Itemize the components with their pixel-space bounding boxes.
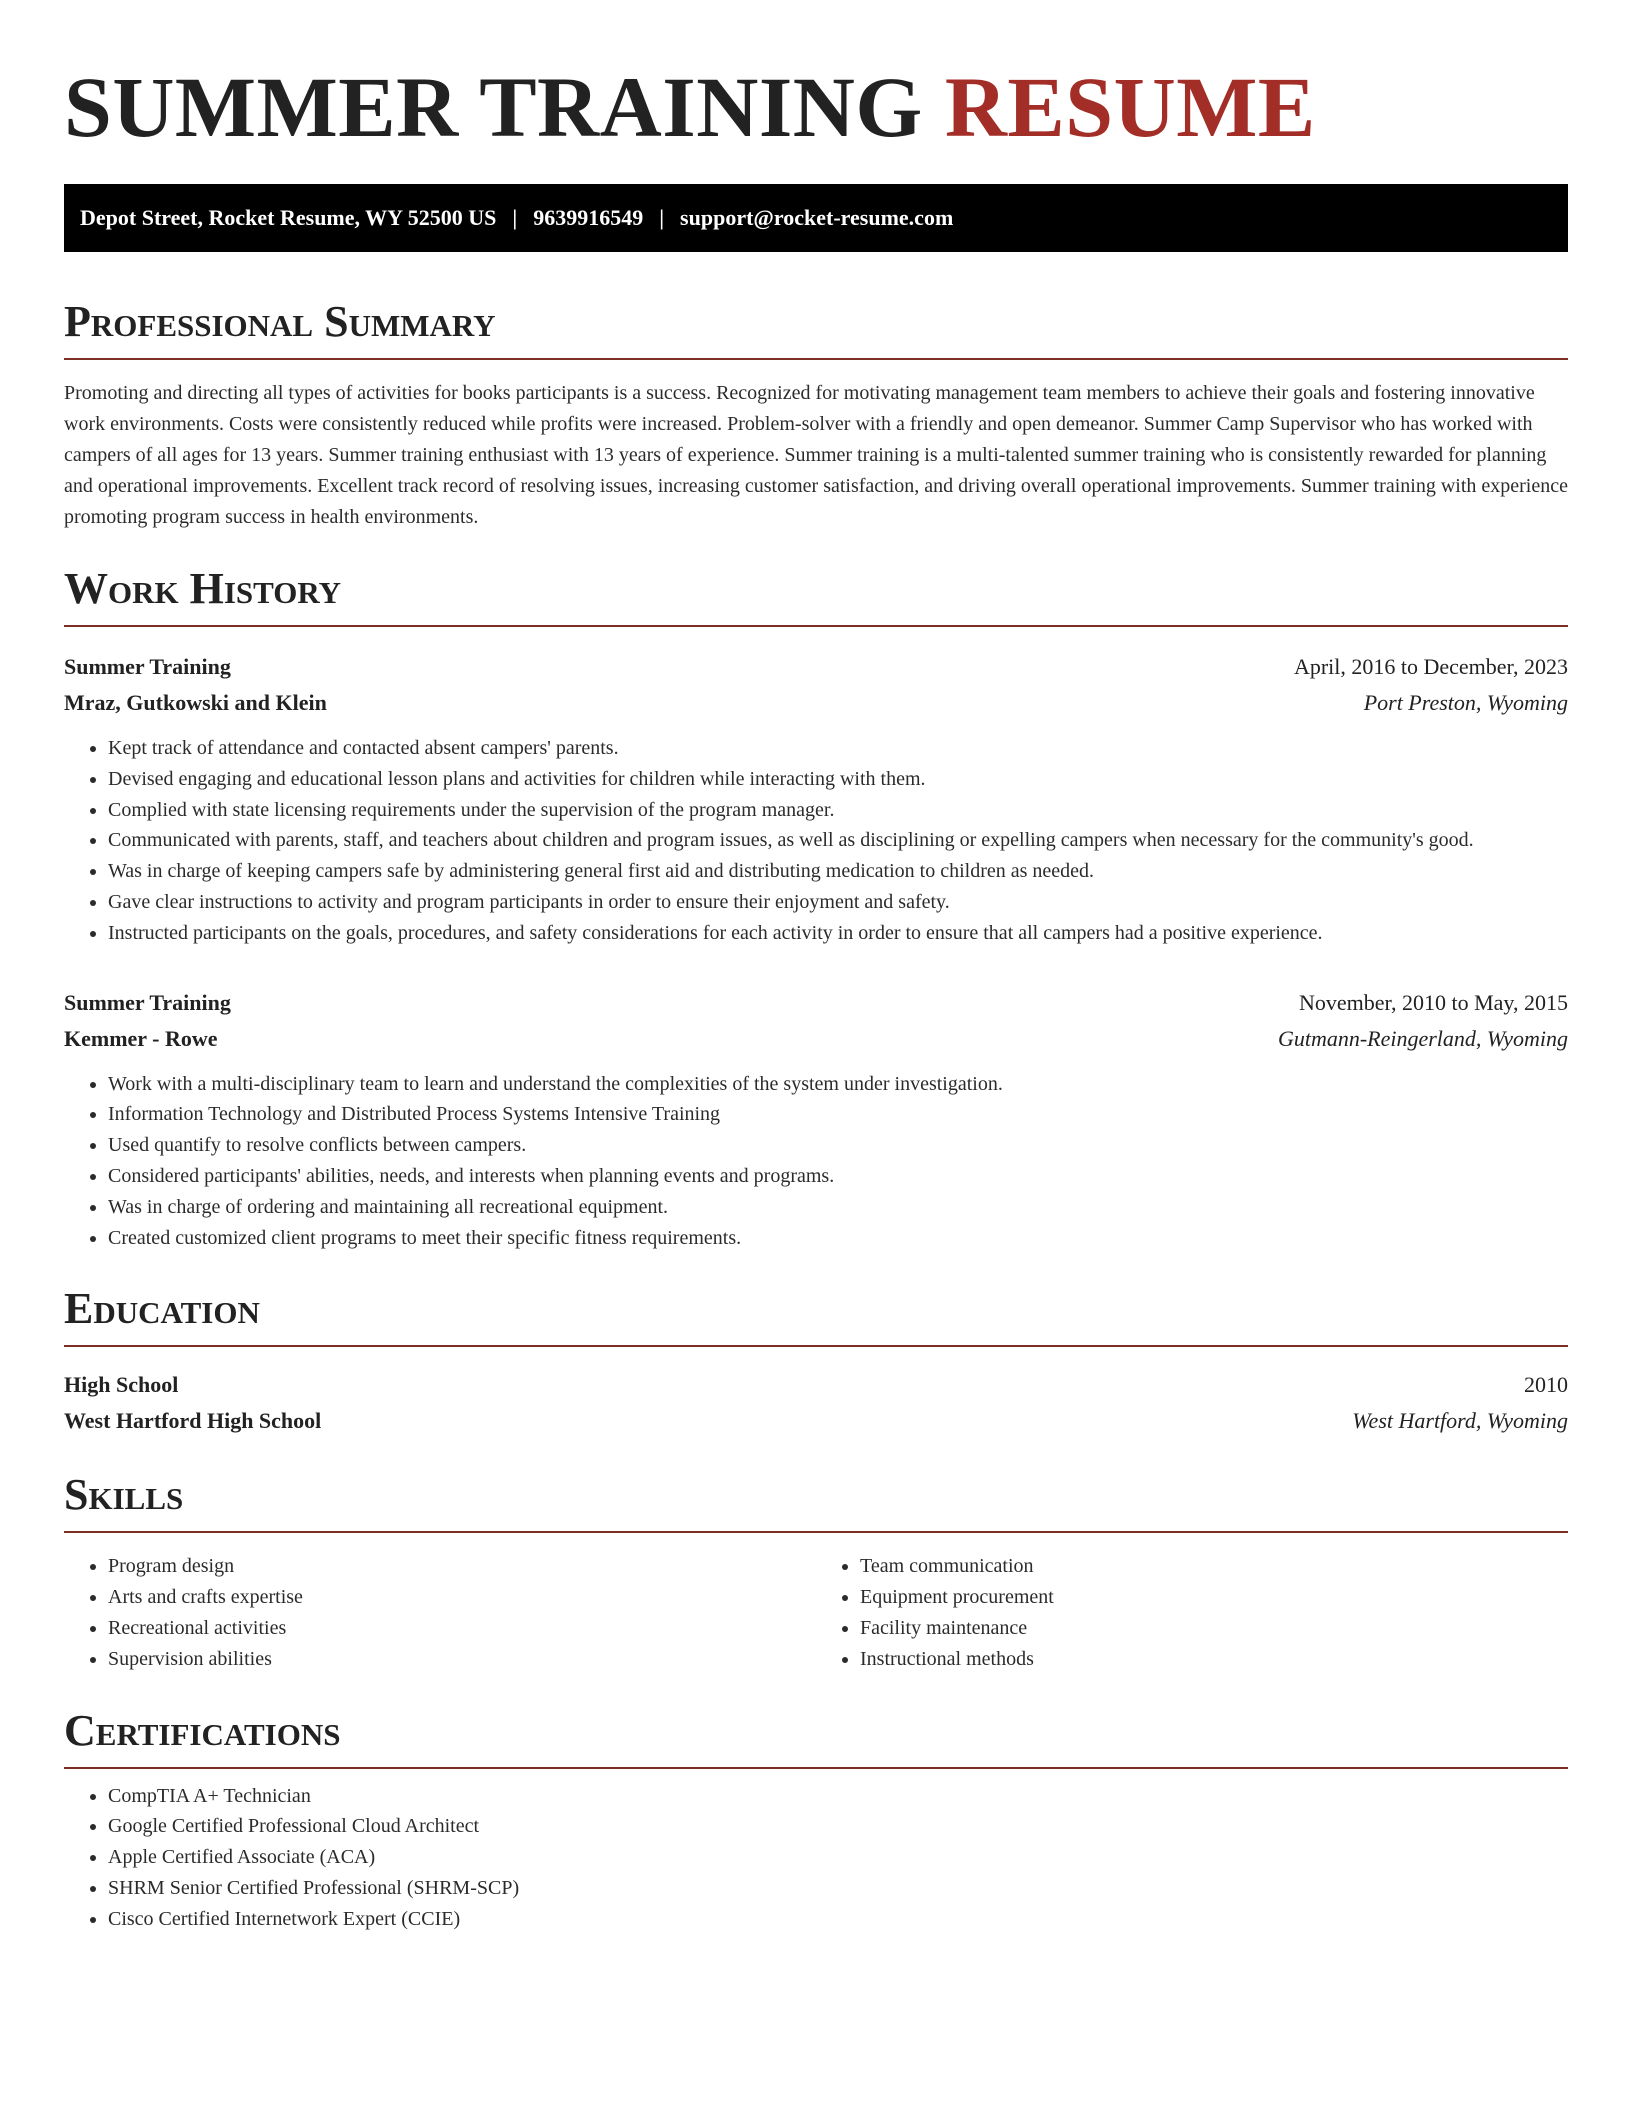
skills-right-column — [816, 1551, 1568, 1674]
list-item: • Was in charge of keeping campers safe by administering general first aid and distributing medication to children as needed. — [108, 856, 1568, 887]
education-degree: High School — [64, 1372, 179, 1398]
list-item: • Devised engaging and educational lesson plans and activities for children while interacting with them. — [108, 764, 1568, 795]
job-entry — [64, 985, 1568, 1254]
list-item: • Arts and crafts expertise — [108, 1582, 816, 1613]
list-item: • Google Certified Professional Cloud Architect — [108, 1811, 1568, 1842]
job-location: Gutmann-Reingerland, Wyoming — [1277, 1025, 1568, 1051]
section-certifications — [64, 1705, 1568, 1935]
contact-bar — [64, 184, 1568, 252]
section-title: Skills — [64, 1473, 1568, 1533]
job-dates: April, 2016 to December, 2023 — [1293, 654, 1568, 679]
job-bullets — [64, 1069, 1568, 1254]
list-item: • Supervision abilities — [108, 1644, 816, 1675]
contact-separator: | — [659, 205, 665, 230]
contact-separator: | — [512, 205, 518, 230]
section-title: Education — [64, 1287, 1568, 1347]
contact-phone: 9639916549 — [533, 205, 644, 230]
list-item: • Cisco Certified Internetwork Expert (CCIE) — [108, 1904, 1568, 1935]
name-first: SUMMER TRAINING — [64, 59, 923, 155]
list-item: • Communicated with parents, staff, and teachers about children and program issues, as well as disciplining or expelling campers when necessary for the community's good. — [108, 825, 1568, 856]
list-item: • SHRM Senior Certified Professional (SHRM-SCP) — [108, 1873, 1568, 1904]
list-item: • Created customized client programs to meet their specific fitness requirements. — [108, 1223, 1568, 1254]
job-role: Summer Training — [64, 989, 231, 1015]
resume-name — [64, 59, 1568, 155]
section-title: Work History — [64, 567, 1568, 627]
list-item: • Facility maintenance — [860, 1613, 1568, 1644]
list-item: • Recreational activities — [108, 1613, 816, 1644]
list-item: • Considered participants' abilities, needs, and interests when planning events and programs. — [108, 1161, 1568, 1192]
section-professional-summary — [64, 297, 1568, 533]
section-title: Professional Summary — [64, 300, 1568, 360]
certifications-list — [64, 1781, 1568, 1935]
education-location: West Hartford, Wyoming — [1352, 1408, 1568, 1434]
section-title: Certifications — [64, 1709, 1568, 1769]
list-item: • Team communication — [860, 1551, 1568, 1582]
education-school: West Hartford High School — [64, 1408, 322, 1434]
list-item: • Gave clear instructions to activity and program participants in order to ensure their enjoyment and safety. — [108, 887, 1568, 918]
contact-email: support@rocket-resume.com — [680, 205, 954, 230]
section-education — [64, 1284, 1568, 1439]
contact-address: Depot Street, Rocket Resume, WY 52500 US — [80, 205, 497, 230]
list-item: • Used quantify to resolve conflicts between campers. — [108, 1130, 1568, 1161]
job-company: Kemmer - Rowe — [64, 1025, 218, 1051]
list-item: • Work with a multi-disciplinary team to learn and understand the complexities of the system under investigation. — [108, 1069, 1568, 1100]
summary-text: Promoting and directing all types of activities for books participants is a success. Recognized for motivating management team members to achieve their goals and fostering innovative work environments. Costs were consistently reduced while profits were increased. Problem-solver with a friendly and open demeanor. Summer Camp Supervisor who has worked with campers of all ages for 13 years. Summer training enthusiast with 13 years of experience. Summer training is a multi-talented summer training who is consistently rewarded for planning and operational improvements. Excellent track record of resolving issues, increasing customer satisfaction, and driving overall operational improvements. Summer training with experience promoting program success in health environments. — [64, 382, 1568, 528]
section-work-history — [64, 564, 1568, 1253]
job-bullets — [64, 733, 1568, 949]
education-entry — [64, 1367, 1568, 1439]
skills-columns — [64, 1551, 1568, 1674]
list-item: • Instructed participants on the goals, procedures, and safety considerations for each activity in order to ensure that all campers had a positive experience. — [108, 918, 1568, 949]
list-item: • Was in charge of ordering and maintaining all recreational equipment. — [108, 1192, 1568, 1223]
list-item: • Complied with state licensing requirements under the supervision of the program manager. — [108, 795, 1568, 826]
section-skills — [64, 1470, 1568, 1674]
job-entry — [64, 649, 1568, 949]
list-item: • Instructional methods — [860, 1644, 1568, 1675]
list-item: • Kept track of attendance and contacted absent campers' parents. — [108, 733, 1568, 764]
list-item: • Apple Certified Associate (ACA) — [108, 1842, 1568, 1873]
list-item: • CompTIA A+ Technician — [108, 1781, 1568, 1812]
skills-left-column — [64, 1551, 816, 1674]
list-item: • Information Technology and Distributed Process Systems Intensive Training — [108, 1099, 1568, 1130]
job-location: Port Preston, Wyoming — [1363, 690, 1568, 715]
job-dates: November, 2010 to May, 2015 — [1299, 989, 1568, 1015]
job-role: Summer Training — [64, 654, 231, 679]
education-year: 2010 — [1524, 1372, 1568, 1398]
list-item: • Equipment procurement — [860, 1582, 1568, 1613]
job-company: Mraz, Gutkowski and Klein — [64, 690, 327, 715]
name-last: RESUME — [944, 59, 1316, 155]
list-item: • Program design — [108, 1551, 816, 1582]
